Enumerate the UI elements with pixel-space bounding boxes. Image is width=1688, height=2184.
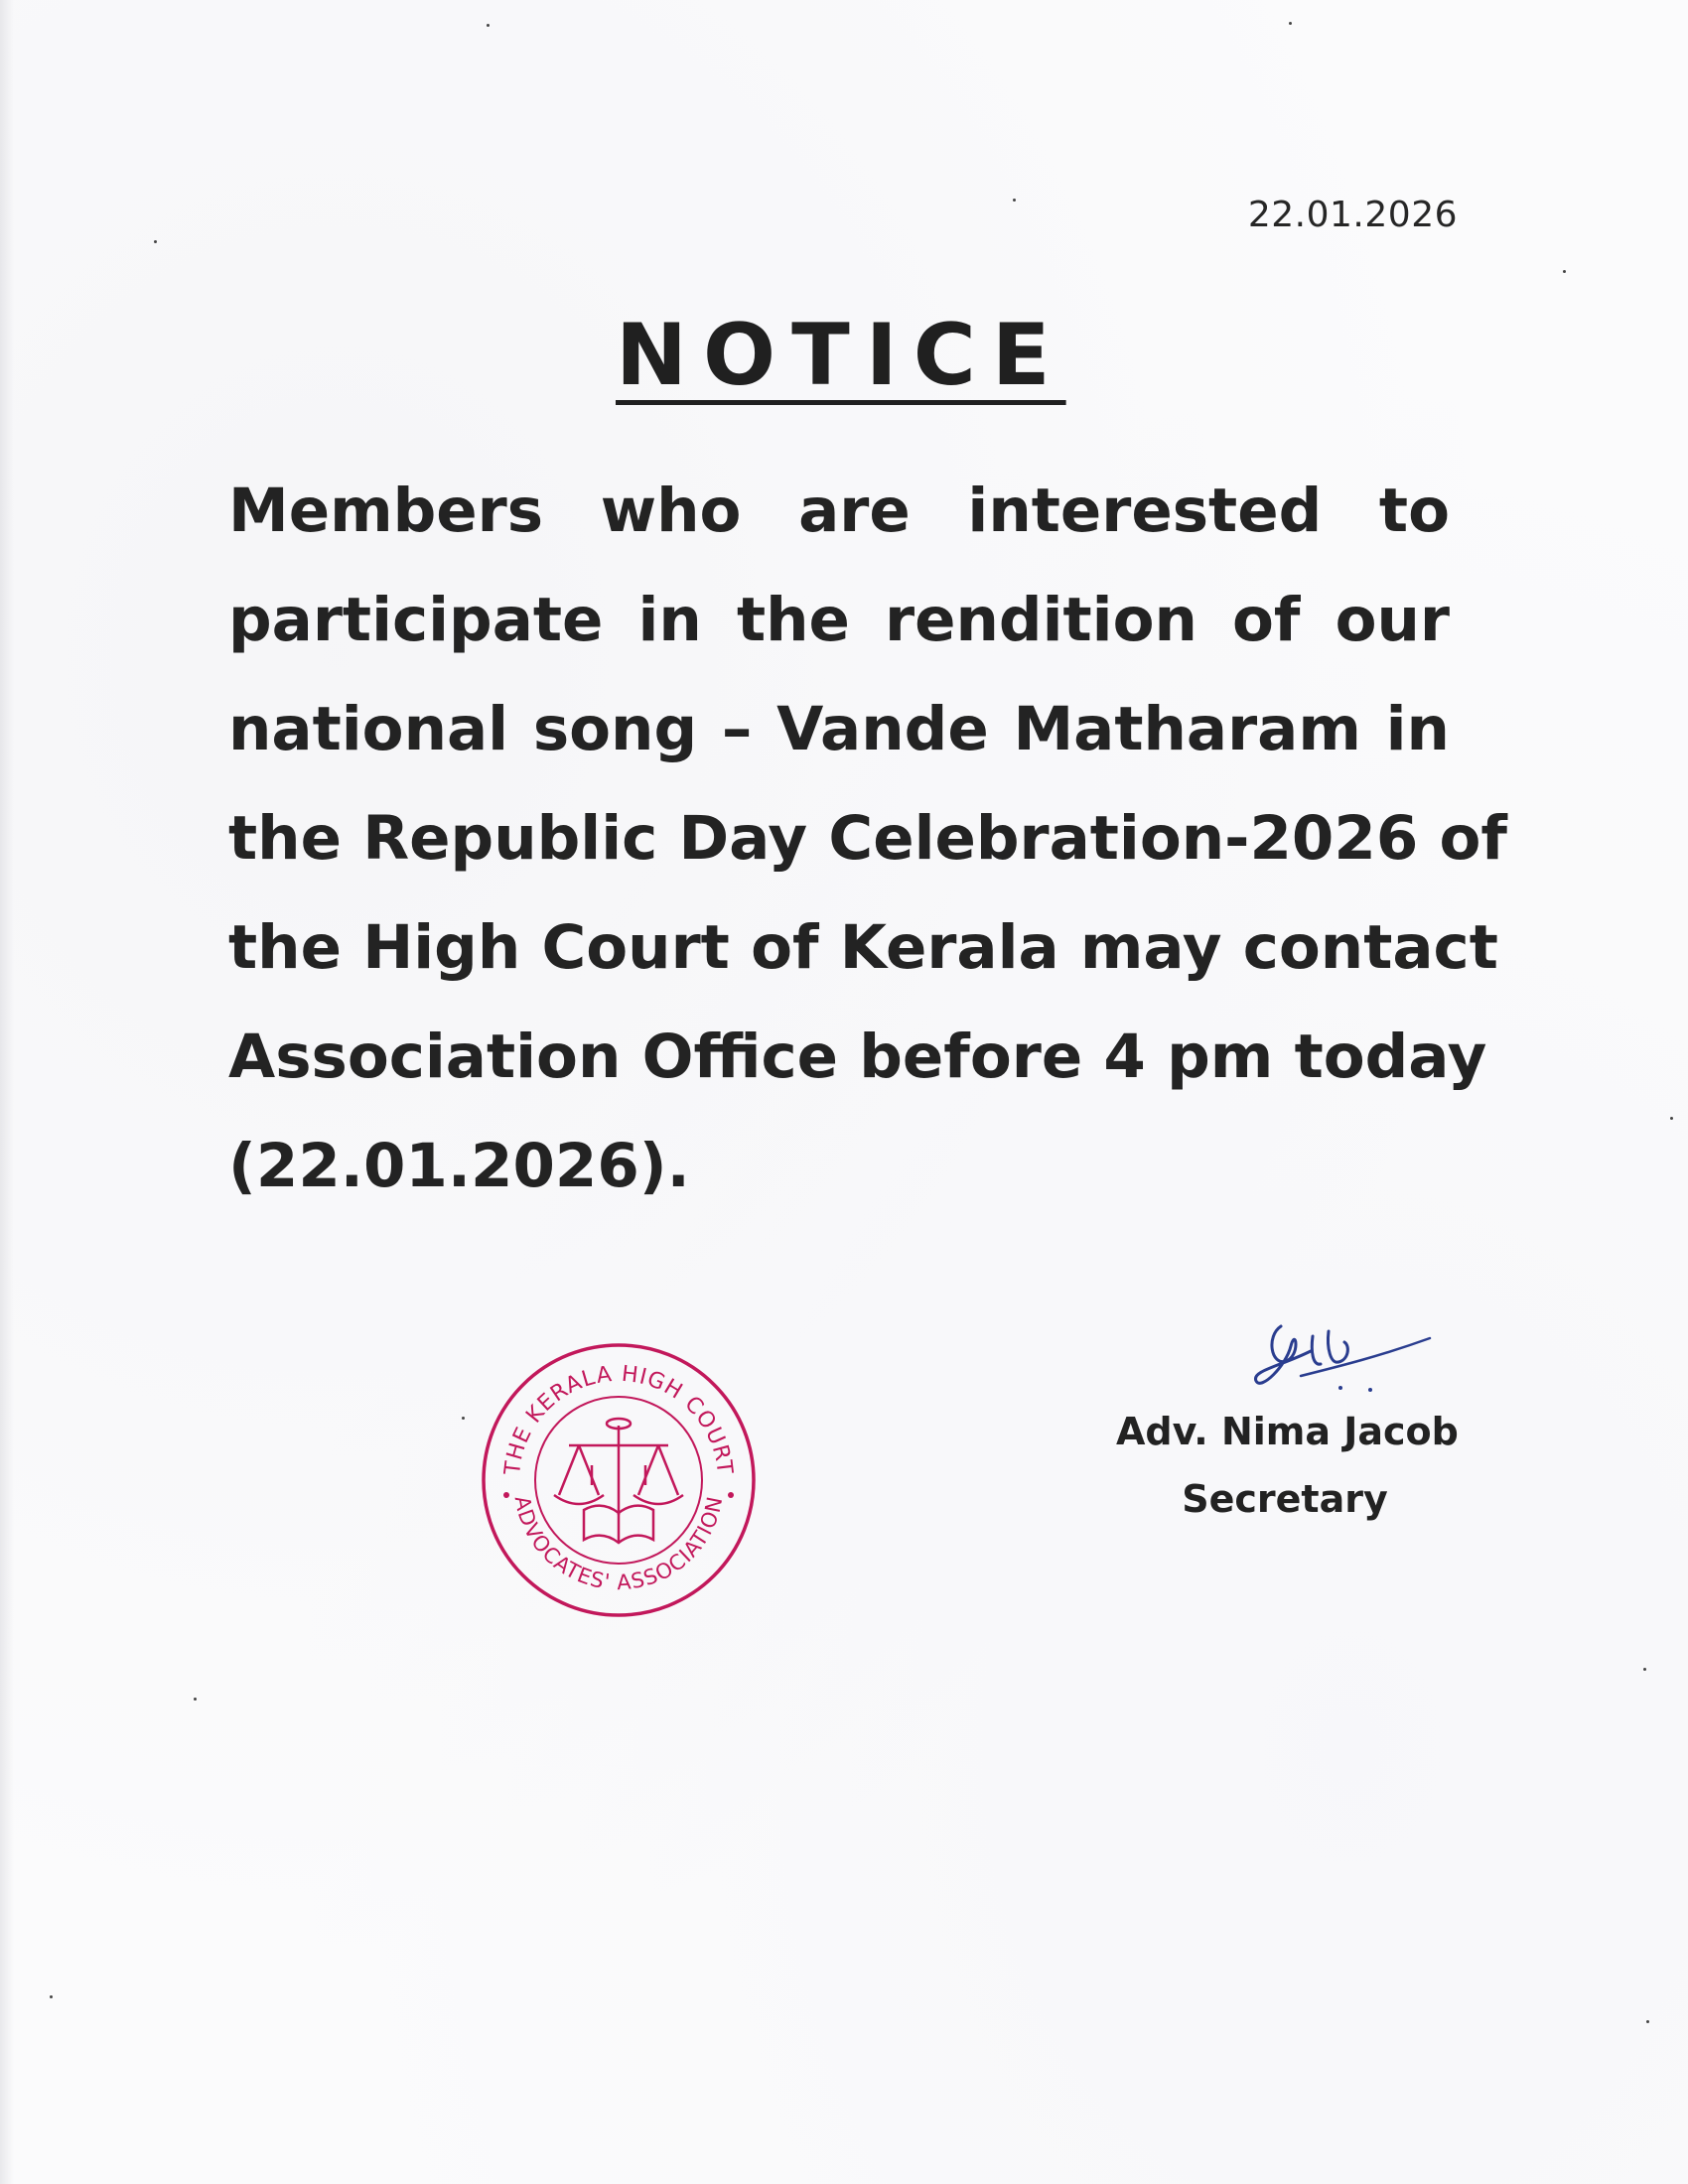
scan-speck [1013, 199, 1016, 202]
association-seal [475, 1336, 763, 1624]
body-line: Members who are interested to [228, 476, 1450, 546]
seal-top-text: THE KERALA HIGH COURT [499, 1361, 738, 1477]
scan-edge-shadow [0, 0, 14, 2184]
body-line: participate in the rendition of our [228, 585, 1450, 655]
scan-speck [50, 1995, 53, 1998]
scan-speck [194, 1698, 197, 1701]
scan-speck [1670, 1117, 1673, 1120]
scan-speck [154, 240, 157, 243]
scan-speck [1646, 2020, 1649, 2023]
seal-bottom-text: ADVOCATES' ASSOCIATION [509, 1493, 728, 1595]
body-line: Association Office before 4 pm today [228, 1022, 1487, 1092]
signatory-designation: Secretary [1182, 1477, 1388, 1521]
scan-speck [1563, 270, 1566, 273]
signatory-name: Adv. Nima Jacob [1116, 1410, 1459, 1453]
notice-date: 22.01.2026 [1247, 195, 1458, 235]
body-line: the High Court of Kerala may contact [228, 912, 1498, 983]
scan-speck [1289, 22, 1292, 25]
body-line: (22.01.2026). [228, 1131, 690, 1201]
scan-speck [1643, 1668, 1646, 1671]
scan-speck [487, 24, 490, 27]
signature-scribble [1241, 1306, 1440, 1416]
scales-of-justice-book-icon [554, 1419, 683, 1543]
notice-title: NOTICE [616, 306, 1066, 405]
body-line: national song – Vande Matharam in [228, 694, 1450, 764]
scan-speck [462, 1417, 465, 1420]
notice-body [228, 457, 1507, 1221]
body-line: the Republic Day Celebration-2026 of [228, 803, 1507, 874]
